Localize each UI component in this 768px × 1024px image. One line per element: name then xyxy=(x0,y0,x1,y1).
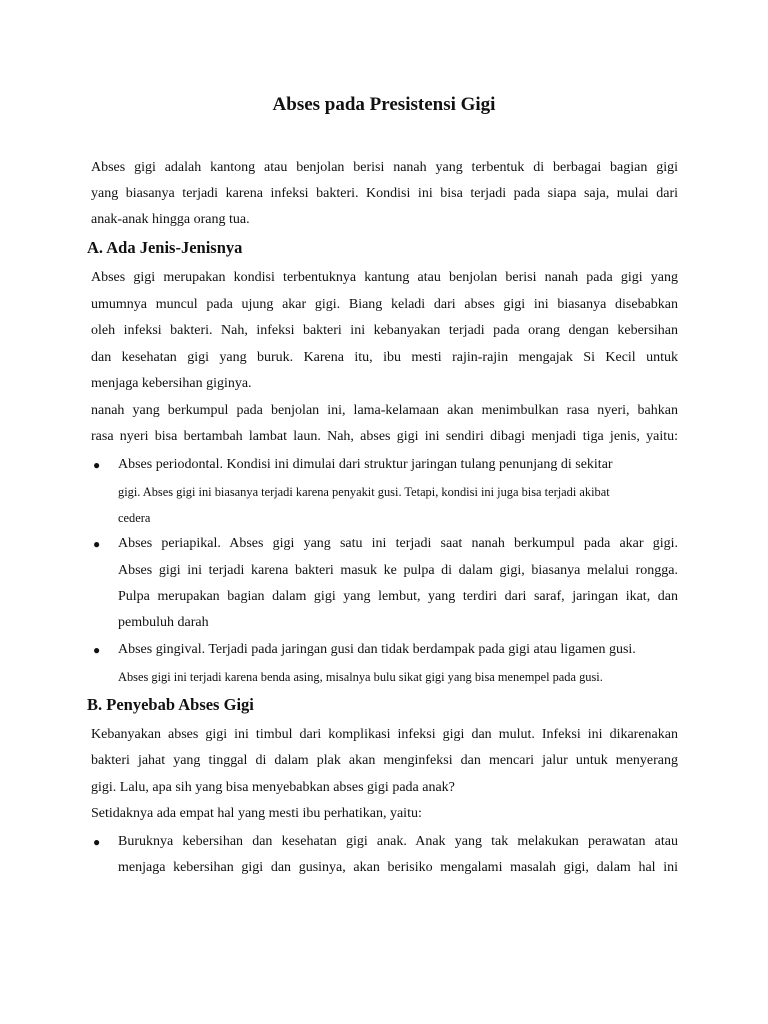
bullet-a3-line-1: Abses gingival. Terjadi pada jaringan gusi dan tidak berdampak pada gigi atau ligamen gusi. xyxy=(118,642,636,657)
bullet-icon: ● xyxy=(93,835,101,849)
page-title: Abses pada Presistensi Gigi xyxy=(272,94,496,115)
bullet-icon: ● xyxy=(93,537,101,551)
bullet-a1-line-1: Abses periodontal. Kondisi ini dimulai dari struktur jaringan tulang penunjang di sekitar xyxy=(118,457,613,472)
section-b-p1-line-1: Kebanyakan abses gigi ini timbul dari komplikasi infeksi gigi dan mulut. Infeksi ini dikarenakan xyxy=(91,727,678,742)
section-a-heading: A. Ada Jenis-Jenisnya xyxy=(87,238,243,257)
section-b-heading: B. Penyebab Abses Gigi xyxy=(87,695,254,714)
intro-line-1: Abses gigi adalah kantong atau benjolan berisi nanah yang terbentuk di berbagai bagian gigi xyxy=(91,160,678,175)
bullet-icon: ● xyxy=(93,458,101,472)
section-a-p2-line-2: rasa nyeri bisa bertambah lambat laun. Nah, abses gigi ini sendiri dibagi menjadi tiga jenis, yaitu: xyxy=(91,429,678,444)
bullet-a2-line-3: Pulpa merupakan bagian dalam gigi yang lembut, yang terdiri dari saraf, jaringan ikat, dan xyxy=(118,589,678,604)
section-a-p1-line-3: oleh infeksi bakteri. Nah, infeksi bakteri ini kebanyakan terjadi pada orang dengan kebersihan xyxy=(91,323,678,338)
section-a-p1-line-2: umumnya muncul pada ujung akar gigi. Biang keladi dari abses gigi ini biasanya disebabkan xyxy=(91,297,678,312)
section-a-p1-line-5: menjaga kebersihan giginya. xyxy=(91,376,252,391)
bullet-a1-line-3: cedera xyxy=(118,511,151,525)
section-a-p1-line-4: dan kesehatan gigi yang buruk. Karena itu, ibu mesti rajin-rajin mengajak Si Kecil untuk xyxy=(91,350,678,365)
section-a-p2-line-1: nanah yang berkumpul pada benjolan ini, lama-kelamaan akan menimbulkan rasa nyeri, bahkan xyxy=(91,403,678,418)
bullet-b1-line-2: menjaga kebersihan gigi dan gusinya, akan berisiko mengalami masalah gigi, dalam hal ini xyxy=(118,860,678,875)
intro-line-3: anak-anak hingga orang tua. xyxy=(91,212,250,227)
bullet-b1-line-1: Buruknya kebersihan dan kesehatan gigi anak. Anak yang tak melakukan perawatan atau xyxy=(118,834,678,849)
section-b-p1-line-3: gigi. Lalu, apa sih yang bisa menyebabkan abses gigi pada anak? xyxy=(91,780,455,795)
bullet-a2-line-1: Abses periapikal. Abses gigi yang satu ini terjadi saat nanah berkumpul pada akar gigi. xyxy=(118,536,678,551)
bullet-icon: ● xyxy=(93,643,101,657)
section-b-p1-line-2: bakteri jahat yang tinggal di dalam plak akan menginfeksi dan mencari jalur untuk menyerang xyxy=(91,753,678,768)
section-a-p1-line-1: Abses gigi merupakan kondisi terbentuknya kantung atau benjolan berisi nanah pada gigi yang xyxy=(91,270,678,285)
bullet-a3-line-2: Abses gigi ini terjadi karena benda asing, misalnya bulu sikat gigi yang bisa menempel pada gusi. xyxy=(118,670,603,684)
bullet-a2-line-4: pembuluh darah xyxy=(118,615,209,630)
intro-line-2: yang biasanya terjadi karena infeksi bakteri. Kondisi ini bisa terjadi pada siapa saja, mulai dari xyxy=(91,186,678,201)
section-b-p2: Setidaknya ada empat hal yang mesti ibu perhatikan, yaitu: xyxy=(91,806,422,821)
bullet-a1-line-2: gigi. Abses gigi ini biasanya terjadi karena penyakit gusi. Tetapi, kondisi ini juga bisa terjadi akibat xyxy=(118,485,610,499)
bullet-a2-line-2: Abses gigi ini terjadi karena bakteri masuk ke pulpa di dalam gigi, biasanya melalui rongga. xyxy=(118,563,678,578)
